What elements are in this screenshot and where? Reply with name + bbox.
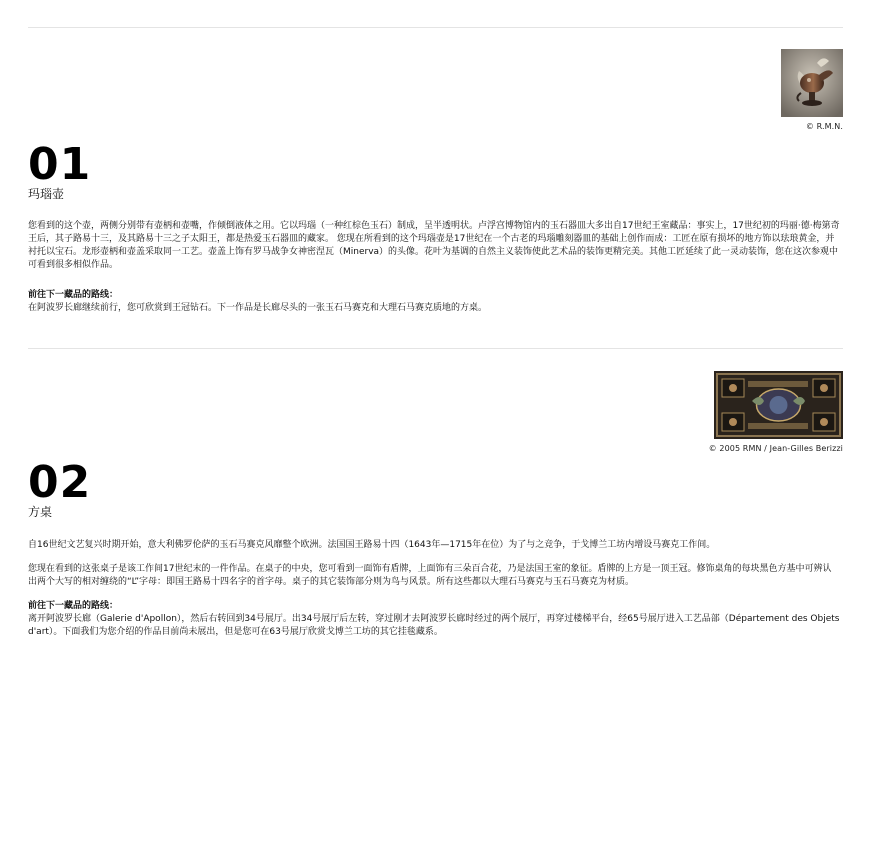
photo-credit: © R.M.N. bbox=[805, 122, 843, 131]
artwork-thumbnail-table[interactable] bbox=[714, 371, 843, 439]
artwork-number: 01 bbox=[28, 139, 92, 190]
artwork-figure-02 bbox=[709, 371, 843, 453]
route-text: 在阿波罗长廊继续前行，您可欣赏到王冠钻石。下一作品是长廊尽头的一张玉石马赛克和大理石马赛克质地的方桌。 bbox=[28, 303, 488, 313]
artwork-figure-01 bbox=[781, 49, 843, 131]
route-text: 离开阿波罗长廊（Galerie d'Apollon），然后右转回到34号展厅。出34号展厅后左转，穿过刚才去阿波罗长廊时经过的两个展厅，再穿过楼梯平台，经65号展厅进入工艺品部（Département des Objets d'art）。下面我们为您介绍的作品目前尚未展出，但是您可在63号展厅欣赏戈博兰工坊的其它挂毯藏系。 bbox=[28, 614, 840, 637]
artwork-description: 您现在看到的这张桌子是该工作间17世纪末的一件作品。在桌子的中央，您可看到一面饰有盾牌，上面饰有三朵百合花，乃是法国王室的象征。盾牌的上方是一顶王冠。修饰桌角的每块黑色方基中可辨认出两个大写的相对缠绕的“L”字母：即国王路易十四名字的首字母。桌子的其它装饰部分则为鸟与风景。所有这些都以大理石马赛克与玉石马赛克为材质。 bbox=[28, 564, 832, 587]
artwork-heading-02 bbox=[28, 457, 92, 519]
artwork-section-01 bbox=[28, 28, 843, 348]
route-heading: 前往下一藏品的路线： bbox=[28, 290, 119, 300]
artwork-description: 自16世纪文艺复兴时期开始，意大利佛罗伦萨的玉石马赛克风靡整个欧洲。法国国王路易十四（1643年—1715年在位）为了与之竞争，于戈博兰工坊内增设马赛克工作间。 bbox=[28, 540, 716, 550]
artwork-thumbnail-ewer[interactable] bbox=[781, 49, 843, 117]
photo-credit: © 2005 RMN / Jean-Gilles Berizzi bbox=[708, 444, 843, 453]
artwork-heading-01 bbox=[28, 139, 92, 201]
artwork-number: 02 bbox=[28, 457, 92, 508]
artwork-title: 玛瑙壶 bbox=[28, 187, 65, 201]
route-heading: 前往下一藏品的路线： bbox=[28, 601, 119, 611]
artwork-title: 方桌 bbox=[28, 505, 53, 519]
guide-page bbox=[28, 0, 843, 749]
artwork-section-02 bbox=[28, 349, 843, 749]
artwork-description: 您看到的这个壶，两侧分别带有壶柄和壶嘴，作倾倒液体之用。它以玛瑙（一种红棕色玉石）制成，呈半透明状。卢浮宫博物馆内的玉石器皿大多出自17世纪王室藏品：事实上，17世纪初的玛丽·德·梅第奇王后，其子路易十三，及其路易十三之子太阳王，都是热爱玉石器皿的藏家。 您现在所看到的这个玛瑙壶是17世纪在一个古老的玛瑙雕刻器皿的基础上创作而成：工匠在原有损坏的地方饰以珐琅黄金，并衬托以宝石。龙形壶柄和壶盖采取同一工艺。壶盖上饰有罗马战争女神密涅瓦（Minerva）的头像。花叶为基调的自然主义装饰使此艺术品的装饰更精完美。其他工匠延续了此一灵动装饰，您在这次参观中可看到很多相似作品。 bbox=[28, 221, 840, 270]
